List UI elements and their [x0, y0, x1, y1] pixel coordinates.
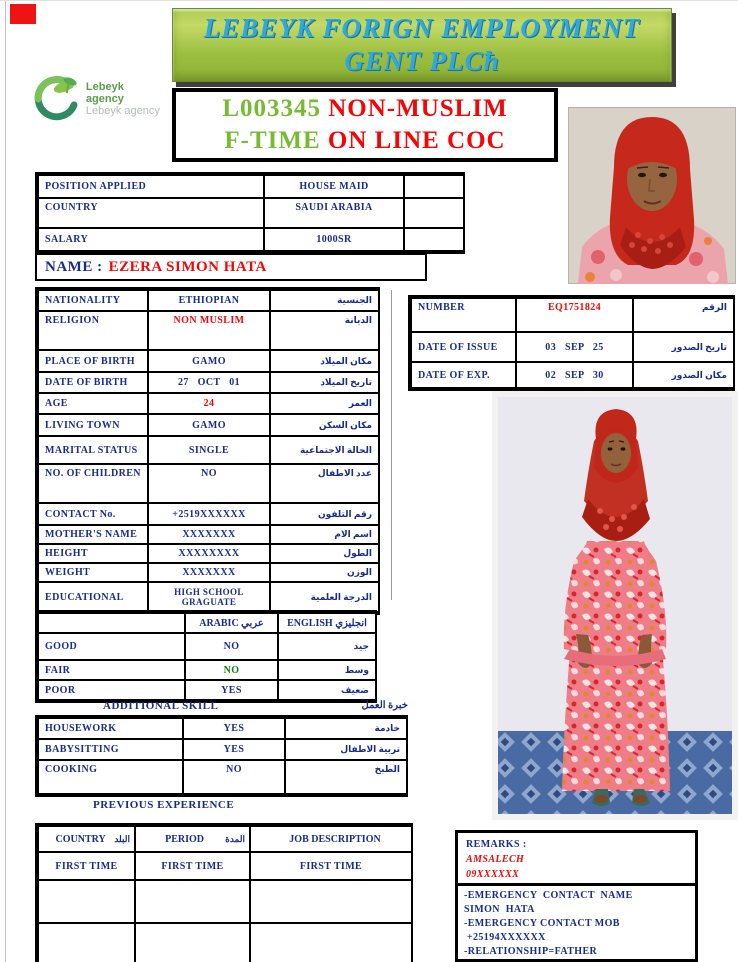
weight-label: WEIGHT — [38, 563, 148, 582]
leaf-circle-logo-icon — [33, 71, 80, 127]
table-row — [38, 613, 376, 633]
mothers-name-value: XXXXXXX — [148, 525, 270, 544]
table-row — [38, 680, 376, 700]
height-arabic: الطول — [270, 544, 379, 563]
fair-label: FAIR — [38, 660, 185, 680]
poor-label: POOR — [38, 680, 185, 700]
additional-skill-title: ADDITIONAL SKILL — [103, 700, 219, 712]
full-body-photo — [492, 391, 738, 820]
good-arabic-value: NO — [185, 633, 278, 660]
details-table — [35, 287, 380, 615]
table-row — [38, 544, 379, 563]
coc-line1 — [222, 93, 507, 125]
cooking-label: COOKING — [38, 760, 183, 794]
marital-status-arabic: الحالة الاجتماعية — [270, 436, 379, 464]
table-row — [38, 880, 412, 923]
table-row — [38, 464, 379, 503]
position-applied-value: HOUSE MAID — [264, 175, 404, 198]
remarks-phone: 09XXXXXX — [466, 869, 520, 880]
marital-status-label: MARITAL STATUS — [38, 436, 148, 464]
empty-cell — [38, 880, 135, 923]
previous-experience-title: PREVIOUS EXPERIENCE — [93, 799, 235, 811]
table-row — [38, 436, 379, 464]
poor-arabic-value: YES — [185, 680, 278, 700]
logo-subtitle: Lebeyk agency — [85, 105, 160, 117]
emergency-contact-box — [455, 883, 698, 962]
table-row — [38, 718, 407, 739]
position-applied-label: POSITION APPLIED — [38, 175, 264, 198]
country-value: SAUDI ARABIA — [264, 198, 404, 228]
place-of-birth-label: PLACE OF BIRTH — [38, 350, 148, 372]
good-arabic-word: جيد — [278, 633, 376, 660]
age-value: 24 — [148, 393, 270, 414]
empty-cell — [250, 923, 412, 962]
fair-arabic-word: وسط — [278, 660, 376, 680]
date-of-exp-value: 02 SEP 30 — [516, 362, 633, 388]
additional-skill-header — [35, 700, 408, 712]
empty-cell — [404, 198, 464, 228]
table-row — [38, 393, 379, 414]
living-town-label: LIVING TOWN — [38, 414, 148, 436]
good-label: GOOD — [38, 633, 185, 660]
table-row — [38, 563, 379, 582]
coc-title-box — [172, 88, 558, 162]
children-value: NO — [148, 464, 270, 503]
table-row — [411, 298, 734, 332]
name-box — [35, 253, 427, 281]
table-row — [38, 290, 379, 311]
first-time-country: FIRST TIME — [38, 852, 135, 880]
red-corner-mark — [10, 4, 36, 24]
educational-value: HIGH SCHOOL GRAGUATE — [148, 582, 270, 612]
period-column-header — [135, 826, 250, 852]
nationality-label: NATIONALITY — [38, 290, 148, 311]
work-experience-arabic: خبرة العمل — [361, 700, 408, 711]
table-row — [38, 739, 407, 760]
empty-cell — [250, 880, 412, 923]
date-of-exp-arabic: مكان الصدور — [633, 362, 734, 388]
banner-title-line1: LEBEYK FORIGN EMPLOYMENT — [203, 13, 641, 43]
emergency-contact-mob-value: +25194XXXXXX — [464, 932, 546, 943]
table-row — [38, 175, 464, 198]
table-row — [411, 362, 734, 388]
fair-arabic-value: NO — [185, 660, 278, 680]
table-row — [38, 582, 379, 612]
educational-label: EDUCATIONAL — [38, 582, 148, 612]
weight-arabic: الوزن — [270, 563, 379, 582]
children-label: NO. OF CHILDREN — [38, 464, 148, 503]
babysitting-arabic: تربية الاطفال — [285, 739, 407, 760]
coc-line2 — [224, 125, 505, 157]
housework-value: YES — [183, 718, 285, 739]
mothers-name-arabic: اسم الام — [270, 525, 379, 544]
poor-arabic-word: ضعيف — [278, 680, 376, 700]
emergency-contact-mob-label: -EMERGENCY CONTACT MOB — [464, 918, 620, 929]
position-table — [35, 172, 465, 254]
height-value: XXXXXXXX — [148, 544, 270, 563]
coc-time-tag: F-TIME — [224, 127, 321, 154]
country-column-header — [38, 826, 135, 852]
empty-cell — [135, 880, 250, 923]
mothers-name-label: MOTHER'S NAME — [38, 525, 148, 544]
salary-value: 1000SR — [264, 228, 404, 251]
contact-value: +2519XXXXXX — [148, 503, 270, 525]
passport-number-value: EQ1751824 — [516, 298, 633, 332]
country-header-label: COUNTRY — [55, 833, 106, 845]
arabic-column-header: ARABIC عربي — [185, 613, 278, 633]
living-town-arabic: مكان السكن — [270, 414, 379, 436]
passport-number-arabic: الرقم — [633, 298, 734, 332]
emergency-contact-name-value: SIMON HATA — [464, 904, 535, 915]
coc-type-tag: ON LINE COC — [327, 127, 506, 154]
table-row — [38, 826, 412, 852]
empty-cell — [135, 923, 250, 962]
date-of-issue-arabic: تاريخ الصدور — [633, 332, 734, 362]
name-label: NAME : — [45, 258, 103, 275]
agency-banner — [172, 8, 672, 82]
contact-arabic: رقم التلفون — [270, 503, 379, 525]
date-of-issue-value: 03 SEP 25 — [516, 332, 633, 362]
language-table — [35, 610, 377, 703]
empty-cell — [404, 228, 464, 251]
place-of-birth-value: GAMO — [148, 350, 270, 372]
coc-code: L003345 — [222, 95, 321, 122]
cooking-value: NO — [183, 760, 285, 794]
religion-value: NON MUSLIM — [148, 311, 270, 350]
table-row — [411, 332, 734, 362]
weight-value: XXXXXXX — [148, 563, 270, 582]
period-header-label: PERIOD — [165, 833, 204, 845]
living-town-value: GAMO — [148, 414, 270, 436]
table-row — [38, 372, 379, 393]
table-row — [38, 198, 464, 228]
table-row — [38, 525, 379, 544]
name-value: EZERA SIMON HATA — [108, 258, 267, 275]
age-label: AGE — [38, 393, 148, 414]
housework-label: HOUSEWORK — [38, 718, 183, 739]
remarks-name: AMSALECH — [466, 854, 525, 865]
empty-cell — [38, 923, 135, 962]
period-header-arabic: المدة — [225, 833, 245, 844]
job-description-header-label: JOB DESCRIPTION — [289, 833, 381, 845]
children-arabic: عدد الاطفال — [270, 464, 379, 503]
passport-table — [408, 295, 735, 391]
height-label: HEIGHT — [38, 544, 148, 563]
banner-title-line2: GENT PLCħ — [344, 46, 500, 76]
emergency-contact-name-label: -EMERGENCY CONTACT NAME — [464, 890, 633, 901]
country-header-arabic: البلد — [114, 833, 130, 844]
nationality-value: ETHIOPIAN — [148, 290, 270, 311]
educational-arabic: الدرجة العلمية — [270, 582, 379, 612]
table-row — [38, 311, 379, 350]
religion-arabic: الديانة — [270, 311, 379, 350]
remarks-box — [455, 830, 698, 886]
coc-religion-tag: NON-MUSLIM — [328, 95, 508, 122]
date-of-birth-label: DATE OF BIRTH — [38, 372, 148, 393]
housework-arabic: خادمة — [285, 718, 407, 739]
table-row — [38, 923, 412, 962]
logo-title: Lebeyk agency — [85, 81, 124, 105]
babysitting-label: BABYSITTING — [38, 739, 183, 760]
date-of-exp-label: DATE OF EXP. — [411, 362, 516, 388]
skills-table — [35, 715, 408, 797]
page-top-line — [0, 0, 738, 1]
agency-logo — [33, 58, 163, 140]
first-time-job: FIRST TIME — [250, 852, 412, 880]
date-of-birth-value: 27 OCT 01 — [148, 372, 270, 393]
table-row — [38, 503, 379, 525]
remarks-title: REMARKS : — [466, 839, 527, 850]
age-arabic: العمر — [270, 393, 379, 414]
table-row — [38, 228, 464, 251]
job-description-column-header — [250, 826, 412, 852]
empty-cell — [404, 175, 464, 198]
table-row — [38, 414, 379, 436]
experience-table — [35, 823, 413, 962]
nationality-arabic: الجنسية — [270, 290, 379, 311]
country-label: COUNTRY — [38, 198, 264, 228]
english-column-header: ENGLISH انجليزي — [278, 613, 376, 633]
table-row — [38, 660, 376, 680]
salary-label: SALARY — [38, 228, 264, 251]
table-shadow-line — [391, 290, 392, 600]
relationship-line: -RELATIONSHIP=FATHER — [464, 946, 598, 957]
first-time-period: FIRST TIME — [135, 852, 250, 880]
table-row — [38, 633, 376, 660]
cooking-arabic: الطبخ — [285, 760, 407, 794]
date-of-issue-label: DATE OF ISSUE — [411, 332, 516, 362]
place-of-birth-arabic: مكان الميلاد — [270, 350, 379, 372]
contact-label: CONTACT No. — [38, 503, 148, 525]
date-of-birth-arabic: تاريخ الميلاد — [270, 372, 379, 393]
table-row — [38, 350, 379, 372]
religion-label: RELIGION — [38, 311, 148, 350]
babysitting-value: YES — [183, 739, 285, 760]
passport-number-label: NUMBER — [411, 298, 516, 332]
table-row — [38, 760, 407, 794]
page-edge-line — [5, 0, 6, 962]
marital-status-value: SINGLE — [148, 436, 270, 464]
empty-cell — [38, 613, 185, 633]
portrait-photo — [568, 107, 736, 284]
table-row — [38, 852, 412, 880]
